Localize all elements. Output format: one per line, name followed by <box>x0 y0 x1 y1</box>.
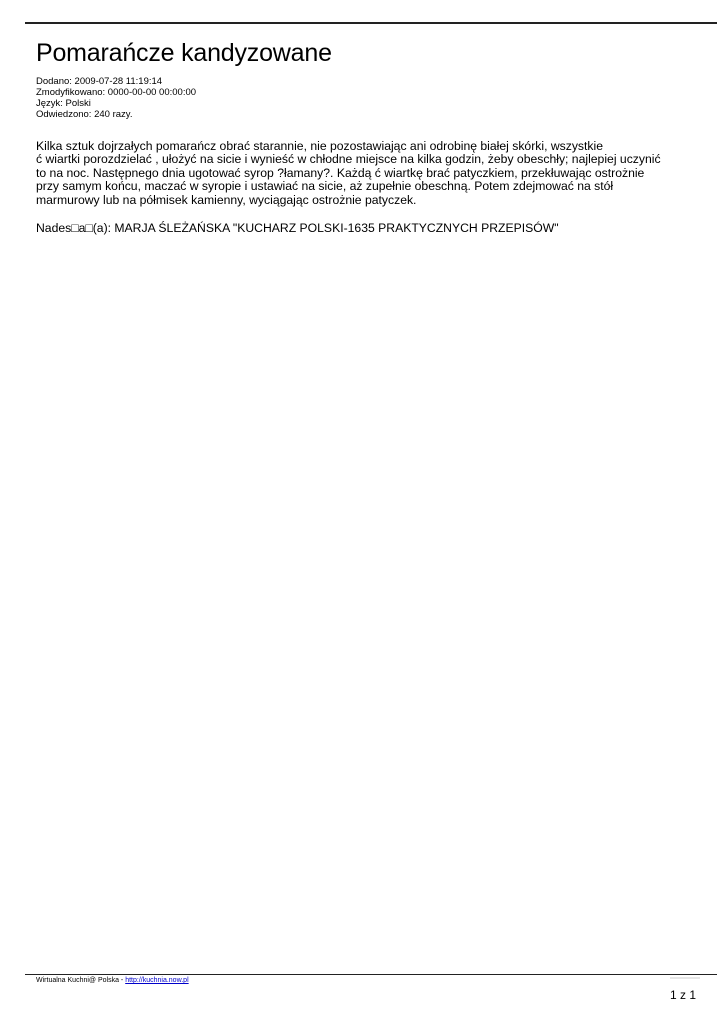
recipe-line: to na noc. Następnego dnia ugotować syrop ?łamany?. Każdą ć wiartkę brać patyczkiem, przekłuwając ostrożnie <box>36 165 645 180</box>
page-number: 1 z 1 <box>669 988 696 1002</box>
language: Język: Polski <box>36 98 91 109</box>
recipe-line: ć wiartki porozdzielać , ułożyć na sicie i wynieść w chłodne miejsce na kilka godzin, żeby obeschły; najlepiej uczynić <box>36 152 661 167</box>
recipe-text <box>36 140 686 207</box>
metadata-block <box>36 76 196 120</box>
header-rule <box>25 22 717 24</box>
recipe-line: marmurowy lub na półmisek kamienny, wyciągając ostrożnie patyczek. <box>36 192 417 207</box>
recipe-line: przy samym końcu, maczać w syropie i ustawiać na sicie, aż zupełnie obeschną. Potem zdejmować na stół <box>36 179 614 194</box>
page-title: Pomarańcze kandyzowane <box>36 39 332 67</box>
footer-site <box>36 976 189 985</box>
footer-mark <box>670 977 700 979</box>
footer-rule <box>25 974 717 975</box>
date-modified: Zmodyfikowano: 0000-00-00 00:00:00 <box>36 87 197 98</box>
sender-line: Nades□a□(a): MARJA ŚLEŻAŃSKA "KUCHARZ POLSKI-1635 PRAKTYCZNYCH PRZEPISÓW" <box>36 221 559 235</box>
recipe-line: Kilka sztuk dojrzałych pomarańcz obrać starannie, nie pozostawiając ani odrobinę białej skórki, wszystkie <box>36 139 603 153</box>
visit-count: Odwiedzono: 240 razy. <box>36 109 133 120</box>
date-added: Dodano: 2009-07-28 11:19:14 <box>36 76 163 87</box>
footer-site-link[interactable]: http://kuchnia.now.pl <box>125 977 189 984</box>
footer-site-label: Wirtualna Kuchni@ Polska - <box>36 977 126 984</box>
